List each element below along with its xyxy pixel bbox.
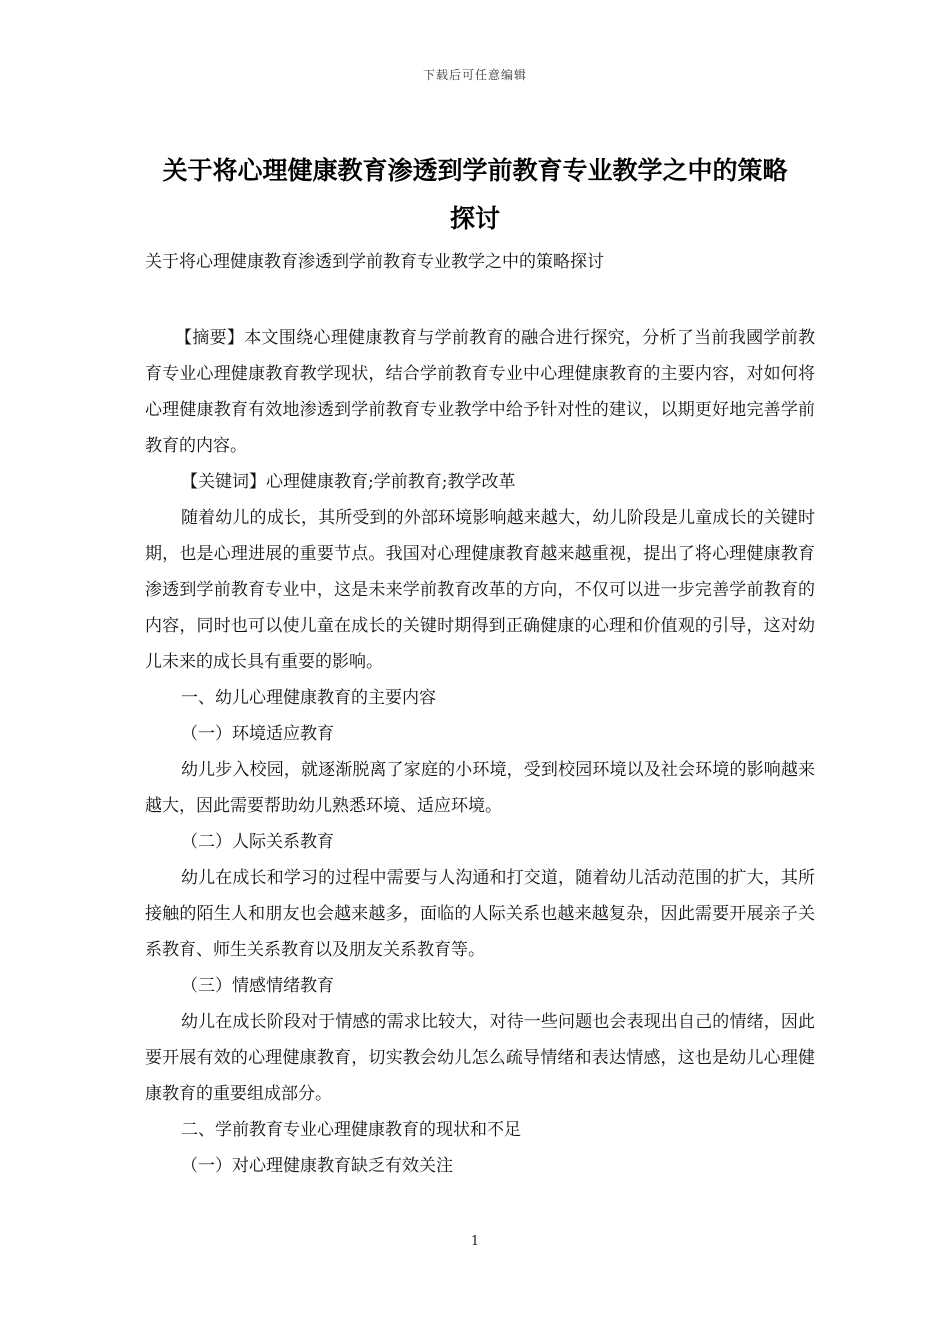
keywords-paragraph: 【关键词】心理健康教育;学前教育;教学改革 [181,472,516,492]
body-paragraph: 幼儿在成长阶段对于情感的需求比较大，对待一些问题也会表现出自己的情绪，因此要开展有效的心理健康教育，切实教会幼儿怎么疏导情绪和表达情感，这也是幼儿心理健康教育的重要组成部分。 [145,1012,815,1104]
body-paragraph: 幼儿在成长和学习的过程中需要与人沟通和打交道，随着幼儿活动范围的扩大，其所接触的陌生人和朋友也会越来越多，面临的人际关系也越来越复杂，因此需要开展亲子关系教育、师生关系教育以及朋友关系教育等。 [145,868,815,960]
subsection-heading-2-1: （一）对心理健康教育缺乏有效关注 [181,1156,453,1176]
subsection-heading-1-2: （二）人际关系教育 [181,832,334,852]
abstract-paragraph: 【摘要】本文围绕心理健康教育与学前教育的融合进行探究，分析了当前我國学前教育专业心理健康教育教学现状，结合学前教育专业中心理健康教育的主要内容，对如何将心理健康教育有效地渗透到学前教育专业教学中给予针对性的建议，以期更好地完善学前教育的内容。 [145,328,815,456]
section-heading-2: 二、学前教育专业心理健康教育的现状和不足 [181,1120,521,1140]
header-note: 下载后可任意编辑 [422,68,527,82]
document-body [145,320,815,1184]
subsection-heading-1-1: （一）环境适应教育 [181,724,334,744]
document-subtitle: 关于将心理健康教育渗透到学前教育专业教学之中的策略探讨 [145,252,604,272]
intro-paragraph: 随着幼儿的成长，其所受到的外部环境影响越来越大，幼儿阶段是儿童成长的关键时期，也是心理进展的重要节点。我国对心理健康教育越来越重视，提出了将心理健康教育渗透到学前教育专业中，这是未来学前教育改革的方向，不仅可以进一步完善学前教育的内容，同时也可以使儿童在成长的关键时期得到正确健康的心理和价值观的引导，这对幼儿未来的成长具有重要的影响。 [145,508,815,672]
page-number: 1 [470,1234,480,1249]
document-title-line-2: 探讨 [449,204,500,233]
subsection-heading-1-3: （三）情感情绪教育 [181,976,334,996]
body-paragraph: 幼儿步入校园，就逐渐脱离了家庭的小环境，受到校园环境以及社会环境的影响越来越大，因此需要帮助幼儿熟悉环境、适应环境。 [145,760,815,816]
document-title-line-1: 关于将心理健康教育渗透到学前教育专业教学之中的策略 [162,156,788,185]
section-heading-1: 一、幼儿心理健康教育的主要内容 [181,688,436,708]
